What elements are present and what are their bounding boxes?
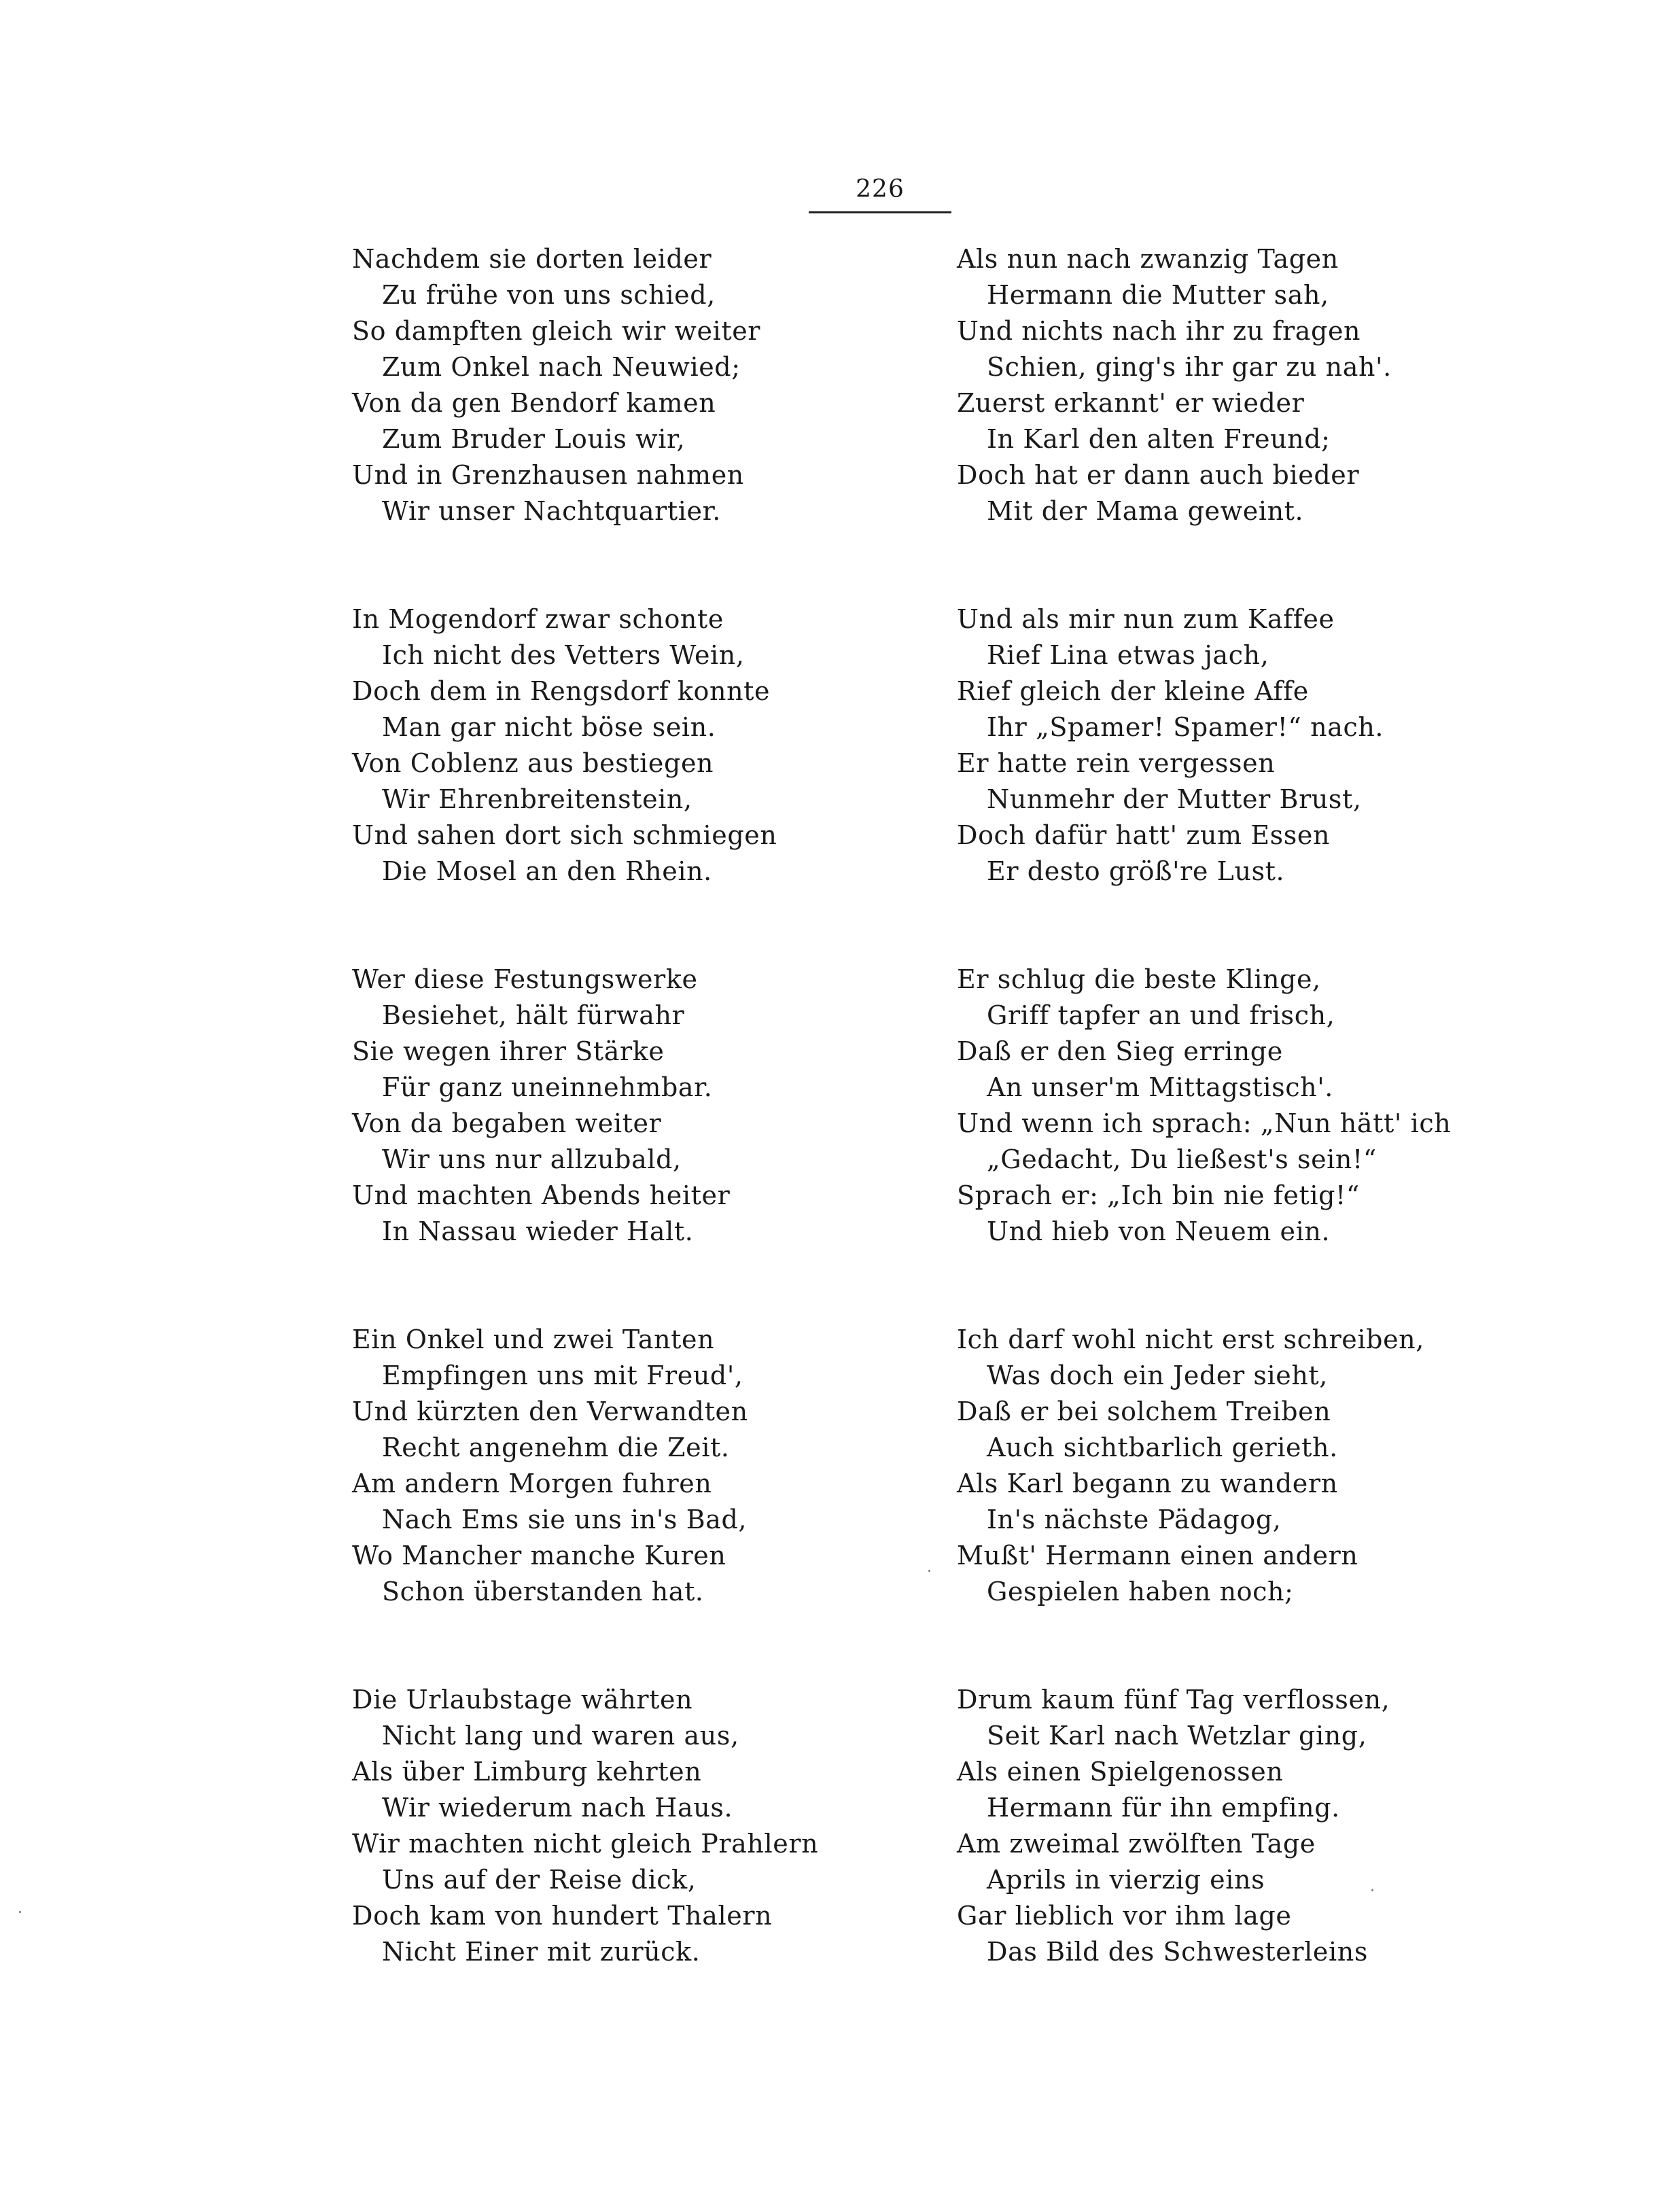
stanza: [957, 601, 1568, 962]
verse-line: Und nichts nach ihr zu fragen: [957, 316, 1361, 346]
verse-line: Besiehet, hält fürwahr: [382, 1000, 685, 1030]
scan-speck: [19, 1911, 21, 1913]
verse-line: Rief Lina etwas jach,: [987, 640, 1269, 670]
verse-line: Und hieb von Neuem ein.: [987, 1216, 1331, 1246]
verse-line: Wer diese Festungswerke: [352, 964, 698, 994]
stanza: [957, 962, 1568, 1322]
verse-line: Schien, ging's ihr gar zu nah'.: [987, 352, 1392, 382]
verse-line: Rief gleich der kleine Affe: [957, 676, 1309, 706]
verse-line: Von da gen Bendorf kamen: [352, 388, 716, 418]
verse-line: In Karl den alten Freund;: [987, 424, 1331, 454]
verse-line: „Gedacht, Du ließest's sein!“: [987, 1144, 1377, 1174]
verse-line: Schon überstanden hat.: [382, 1577, 704, 1607]
verse-line: Und machten Abends heiter: [352, 1180, 731, 1210]
verse-line: Sprach er: „Ich bin nie fetig!“: [957, 1180, 1360, 1210]
verse-line: In Mogendorf zwar schonte: [352, 604, 724, 634]
verse-line: Seit Karl nach Wetzlar ging,: [987, 1721, 1367, 1751]
stanza: [957, 1322, 1568, 1682]
verse-line: Nicht Einer mit zurück.: [382, 1937, 701, 1967]
verse-line: An unser'm Mittagstisch'.: [987, 1072, 1333, 1102]
verse-line: Wir wiederum nach Haus.: [382, 1793, 733, 1823]
verse-line: Man gar nicht böse sein.: [382, 712, 716, 742]
verse-line: Er hatte rein vergessen: [957, 748, 1276, 778]
verse-line: Hermann für ihn empfing.: [987, 1793, 1340, 1823]
verse-line: Von da begaben weiter: [352, 1108, 662, 1138]
verse-line: Als Karl begann zu wandern: [957, 1469, 1338, 1498]
verse-line: Er desto größ're Lust.: [987, 856, 1285, 886]
verse-line: Zuerst erkannt' er wieder: [957, 388, 1305, 418]
verse-line: Zum Onkel nach Neuwied;: [382, 352, 741, 382]
verse-line: Wir Ehrenbreitenstein,: [382, 784, 692, 814]
stanza: [352, 1682, 964, 2042]
verse-line: Drum kaum fünf Tag verflossen,: [957, 1685, 1390, 1715]
verse-line: Griff tapfer an und frisch,: [987, 1000, 1335, 1030]
scan-speck: [928, 1570, 930, 1572]
verse-line: Auch sichtbarlich gerieth.: [987, 1433, 1338, 1462]
verse-line: Ich nicht des Vetters Wein,: [382, 640, 745, 670]
verse-line: Und in Grenzhausen nahmen: [352, 460, 744, 490]
verse-line: Nicht lang und waren aus,: [382, 1721, 739, 1751]
verse-line: Daß er den Sieg erringe: [957, 1036, 1283, 1066]
verse-line: Und wenn ich sprach: „Nun hätt' ich: [957, 1108, 1452, 1138]
verse-line: Das Bild des Schwesterleins: [987, 1937, 1368, 1967]
verse-line: So dampften gleich wir weiter: [352, 316, 761, 346]
stanza: [352, 1322, 964, 1682]
verse-line: Wir unser Nachtquartier.: [382, 496, 721, 526]
verse-line: Ich darf wohl nicht erst schreiben,: [957, 1324, 1424, 1354]
verse-line: Als nun nach zwanzig Tagen: [957, 244, 1339, 274]
stanza: [352, 601, 964, 962]
verse-line: Doch kam von hundert Thalern: [352, 1901, 773, 1931]
verse-line: Nachdem sie dorten leider: [352, 244, 712, 274]
verse-line: Empfingen uns mit Freud',: [382, 1360, 743, 1390]
verse-line: Und kürzten den Verwandten: [352, 1397, 748, 1426]
verse-line: Und sahen dort sich schmiegen: [352, 820, 777, 850]
verse-line: Am zweimal zwölften Tage: [957, 1829, 1316, 1859]
page-number: 226: [856, 175, 905, 203]
verse-line: Zum Bruder Louis wir,: [382, 424, 686, 454]
right-column: [957, 241, 1568, 2042]
verse-line: Mit der Mama geweint.: [987, 496, 1304, 526]
verse-line: Mußt' Hermann einen andern: [957, 1541, 1358, 1570]
stanza: [352, 962, 964, 1322]
verse-line: Daß er bei solchem Treiben: [957, 1397, 1331, 1426]
verse-line: Ihr „Spamer! Spamer!“ nach.: [987, 712, 1384, 742]
verse-line: Aprils in vierzig eins: [987, 1865, 1265, 1895]
verse-line: Und als mir nun zum Kaffee: [957, 604, 1335, 634]
verse-line: Für ganz uneinnehmbar.: [382, 1072, 713, 1102]
verse-line: Er schlug die beste Klinge,: [957, 964, 1321, 994]
stanza: [957, 1682, 1568, 2042]
verse-line: In's nächste Pädagog,: [987, 1505, 1282, 1534]
verse-line: Nach Ems sie uns in's Bad,: [382, 1505, 748, 1534]
verse-line: Wir machten nicht gleich Prahlern: [352, 1829, 819, 1859]
left-column: [352, 241, 964, 2042]
verse-line: Doch hat er dann auch bieder: [957, 460, 1360, 490]
verse-line: Doch dafür hatt' zum Essen: [957, 820, 1331, 850]
verse-line: Uns auf der Reise dick,: [382, 1865, 697, 1895]
verse-line: Was doch ein Jeder sieht,: [987, 1360, 1328, 1390]
verse-line: Von Coblenz aus bestiegen: [352, 748, 714, 778]
verse-line: Hermann die Mutter sah,: [987, 280, 1329, 310]
scan-speck: [1371, 1889, 1373, 1891]
page-number-rule: [809, 211, 951, 213]
verse-line: Sie wegen ihrer Stärke: [352, 1036, 665, 1066]
stanza: [957, 241, 1568, 601]
stanza: [352, 241, 964, 601]
verse-line: Wir uns nur allzubald,: [382, 1144, 682, 1174]
verse-line: Ein Onkel und zwei Tanten: [352, 1324, 715, 1354]
verse-line: Die Mosel an den Rhein.: [382, 856, 712, 886]
verse-line: Gespielen haben noch;: [987, 1577, 1294, 1607]
verse-line: Recht angenehm die Zeit.: [382, 1433, 730, 1462]
verse-line: Nunmehr der Mutter Brust,: [987, 784, 1362, 814]
verse-line: Als einen Spielgenossen: [957, 1757, 1284, 1787]
verse-line: Die Urlaubstage währten: [352, 1685, 693, 1715]
verse-line: Doch dem in Rengsdorf konnte: [352, 676, 771, 706]
verse-line: In Nassau wieder Halt.: [382, 1216, 694, 1246]
verse-line: Wo Mancher manche Kuren: [352, 1541, 726, 1570]
verse-line: Gar lieblich vor ihm lage: [957, 1901, 1292, 1931]
verse-line: Zu frühe von uns schied,: [382, 280, 716, 310]
verse-line: Als über Limburg kehrten: [352, 1757, 702, 1787]
verse-line: Am andern Morgen fuhren: [352, 1469, 712, 1498]
